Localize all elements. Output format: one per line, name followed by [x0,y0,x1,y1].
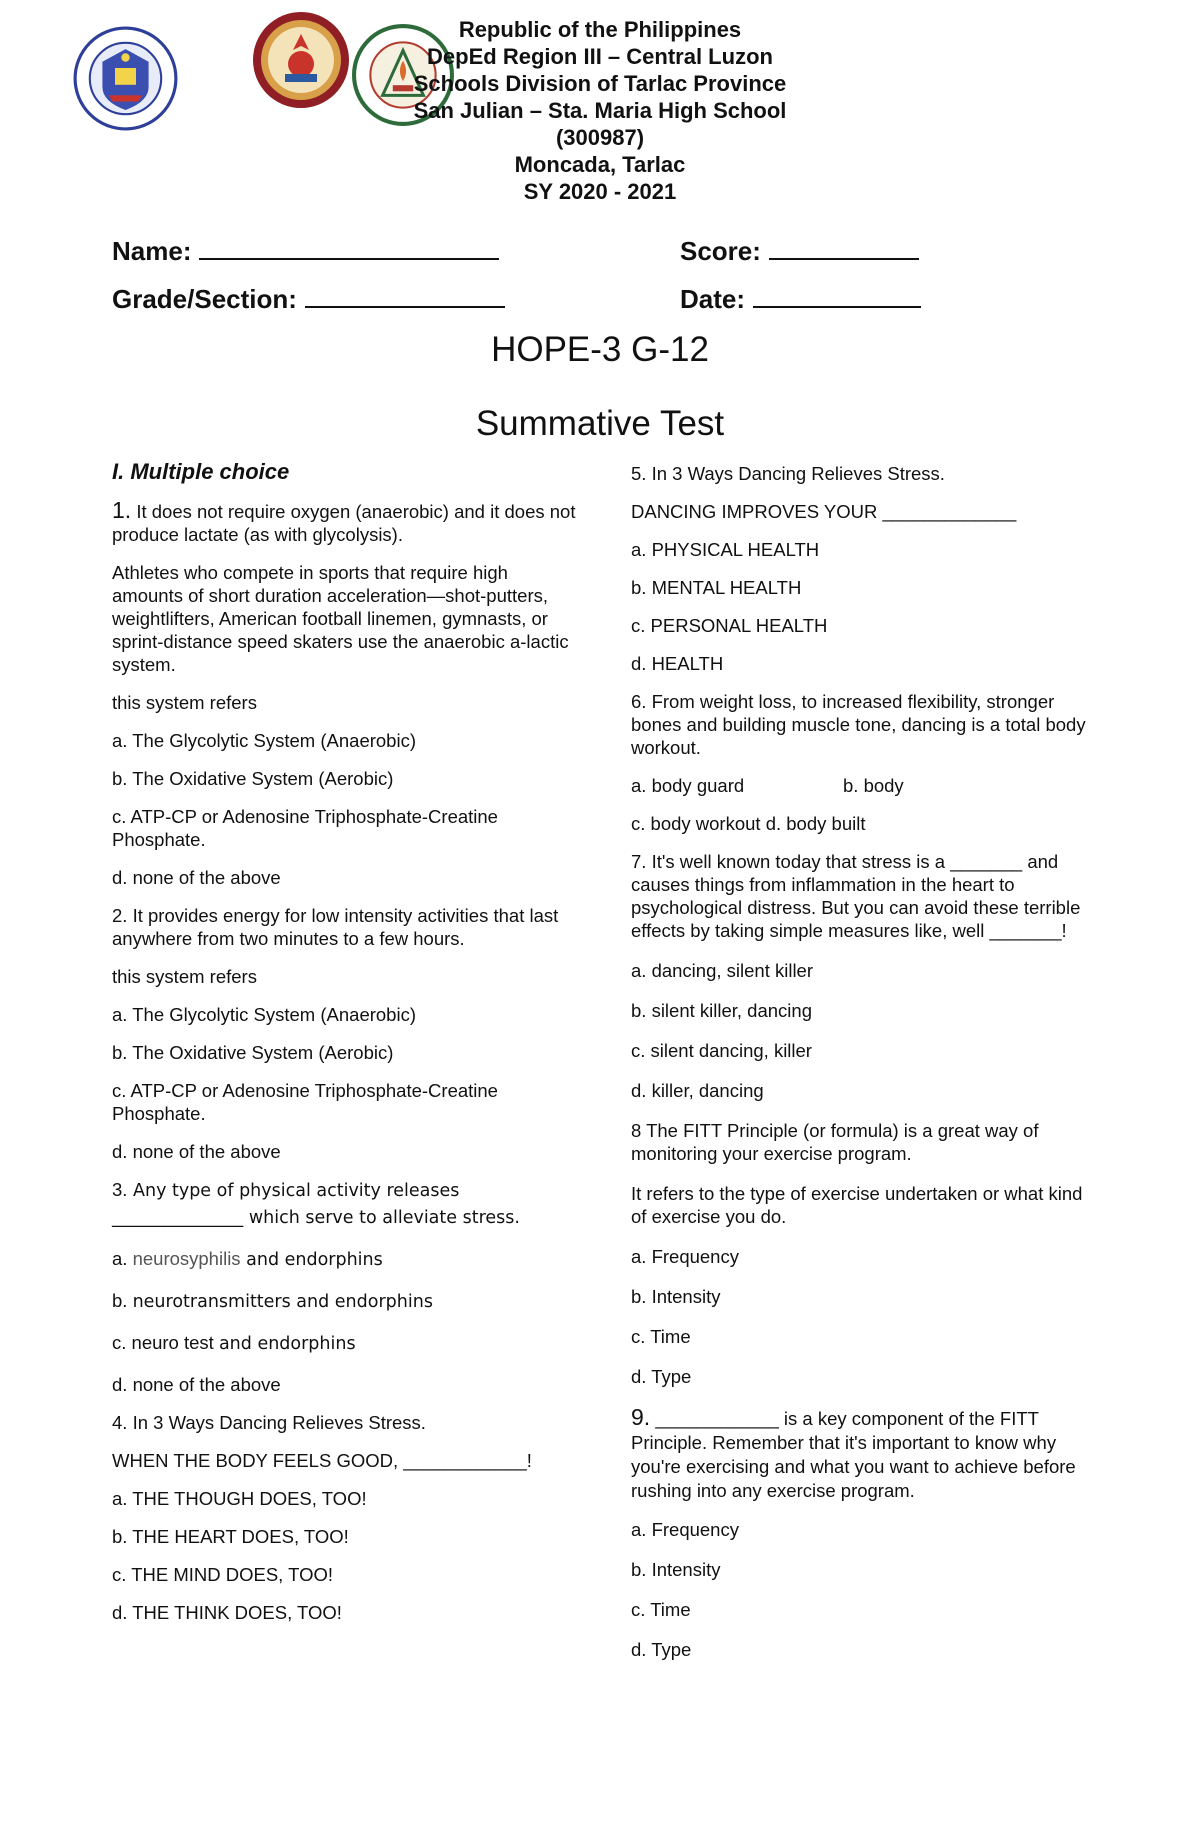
question-2: 2. It provides energy for low intensity activities that last anywhere from two minutes to a few hours. [112,905,559,949]
choice-b[interactable]: b. silent killer, dancing [631,1000,812,1021]
question-9 [631,1405,1091,1503]
question-3 [112,1178,580,1232]
choice-c[interactable]: c. Time [631,1326,691,1347]
name-blank[interactable] [199,236,499,260]
choice-a[interactable]: a. dancing, silent killer [631,960,814,981]
question-7: 7. It's well known today that stress is a _______ and causes things from inflammation in the heart to psychological distress. But you can avoid these terrible effects by taking simple measures like, well _______! [631,851,1081,941]
choice-d[interactable]: d. Type [631,1366,692,1387]
header-line: SY 2020 - 2021 [523,179,677,204]
question-stem: WHEN THE BODY FEELS GOOD, ____________! [112,1450,532,1471]
choice-c-d[interactable]: c. body workout d. body built [631,813,866,834]
choice-rest: and endorphins [240,1250,383,1270]
choice-prefix: c. neuro test [112,1332,219,1353]
header-line: Republic of the Philippines [458,17,742,42]
choice-c[interactable]: c. THE MIND DOES, TOO! [112,1564,334,1585]
choice-c[interactable] [112,1331,580,1358]
header-line: (300987) [555,125,645,150]
choice-b[interactable]: b. The Oxidative System (Aerobic) [112,1042,394,1063]
test-title: Summative Test [475,404,725,443]
choice-c[interactable]: c. silent dancing, killer [631,1040,812,1061]
question-stem: this system refers [112,692,257,713]
choice-rest: neurotransmitters and endorphins [132,1292,433,1312]
choice-prefix: b. [112,1290,133,1311]
name-label: Name: [112,236,192,266]
choice-a[interactable]: a. The Glycolytic System (Anaerobic) [112,1004,416,1025]
score-field[interactable] [680,236,919,267]
choice-d[interactable]: d. none of the above [112,1141,281,1162]
date-blank[interactable] [753,284,921,308]
question-number: 9. [631,1404,651,1430]
choice-a[interactable]: a. The Glycolytic System (Anaerobic) [112,730,416,751]
choice-a[interactable] [112,1247,580,1274]
choice-term: neurosyphilis [132,1248,241,1269]
choice-d[interactable]: d. none of the above [112,867,281,888]
question-text: It does not require oxygen (anaerobic) and it does not produce lactate (as with glycolysis). [112,501,576,545]
question-number: 1. [112,497,132,523]
date-field[interactable] [680,284,921,315]
choice-prefix: a. [112,1248,133,1269]
question-text: Any type of physical activity releases _______________ which serve to alleviate stress. [112,1181,520,1228]
question-5: 5. In 3 Ways Dancing Relieves Stress. [631,463,945,484]
header-line: DepEd Region III – Central Luzon [427,44,773,69]
name-field[interactable] [112,236,499,267]
choice-b[interactable]: b. The Oxidative System (Aerobic) [112,768,394,789]
left-column [112,460,580,1639]
choice-b[interactable]: b. Intensity [631,1286,721,1307]
question-1 [112,499,580,546]
choice-b[interactable]: b. THE HEART DOES, TOO! [112,1526,349,1547]
choice-d[interactable]: d. HEALTH [631,653,724,674]
question-number: 3. [112,1179,128,1200]
section-heading: I. Multiple choice [112,459,290,484]
grade-section-label: Grade/Section: [112,284,297,314]
choice-b[interactable]: b. MENTAL HEALTH [631,577,802,598]
question-text: ____________ is a key component of the FITT Principle. Remember that it's important to know why you're exercising and what you want to achieve before rushing into any exercise program. [631,1408,1076,1501]
choice-b[interactable]: b. body [843,775,904,796]
question-context: Athletes who compete in sports that require high amounts of short duration acceleration—shot-putters, weightlifters, American football linemen, gymnasts, or sprint-distance speed skaters use the anaerobic a-lactic system. [112,562,569,675]
header-line: Moncada, Tarlac [514,152,686,177]
choice-d[interactable]: d. none of the above [112,1374,281,1395]
choice-rest: and endorphins [218,1334,356,1354]
choice-c[interactable]: c. PERSONAL HEALTH [631,615,828,636]
choice-d[interactable]: d. killer, dancing [631,1080,764,1101]
choice-c[interactable]: c. Time [631,1599,691,1620]
choice-c[interactable]: c. ATP-CP or Adenosine Triphosphate-Creatine Phosphate. [112,806,498,850]
header-line: San Julian – Sta. Maria High School [413,98,787,123]
choice-b[interactable]: b. Intensity [631,1559,721,1580]
score-label: Score: [680,236,761,266]
date-label: Date: [680,284,746,314]
question-stem: It refers to the type of exercise undertaken or what kind of exercise you do. [631,1183,1083,1227]
question-6: 6. From weight loss, to increased flexibility, stronger bones and building muscle tone, dancing is a total body workout. [631,691,1086,758]
choice-a[interactable]: a. THE THOUGH DOES, TOO! [112,1488,367,1509]
grade-section-blank[interactable] [305,284,505,308]
score-blank[interactable] [769,236,919,260]
choice-a[interactable]: a. Frequency [631,1519,739,1540]
question-4: 4. In 3 Ways Dancing Relieves Stress. [112,1412,426,1433]
choice-d[interactable]: d. Type [631,1639,692,1660]
question-stem: DANCING IMPROVES YOUR _____________ [631,501,1017,522]
choice-d[interactable]: d. THE THINK DOES, TOO! [112,1602,342,1623]
choice-a[interactable]: a. body guard [631,775,745,796]
question-8: 8 The FITT Principle (or formula) is a great way of monitoring your exercise program. [631,1120,1039,1164]
choice-a[interactable]: a. Frequency [631,1246,739,1267]
choice-row [631,774,1091,797]
course-title: HOPE-3 G-12 [491,330,709,369]
school-header [0,16,1200,205]
choice-a[interactable]: a. PHYSICAL HEALTH [631,539,820,560]
choice-c[interactable]: c. ATP-CP or Adenosine Triphosphate-Creatine Phosphate. [112,1080,498,1124]
grade-section-field[interactable] [112,284,505,315]
header-line: Schools Division of Tarlac Province [413,71,787,96]
question-stem: this system refers [112,966,257,987]
choice-b[interactable] [112,1289,580,1316]
right-column [631,462,1091,1676]
